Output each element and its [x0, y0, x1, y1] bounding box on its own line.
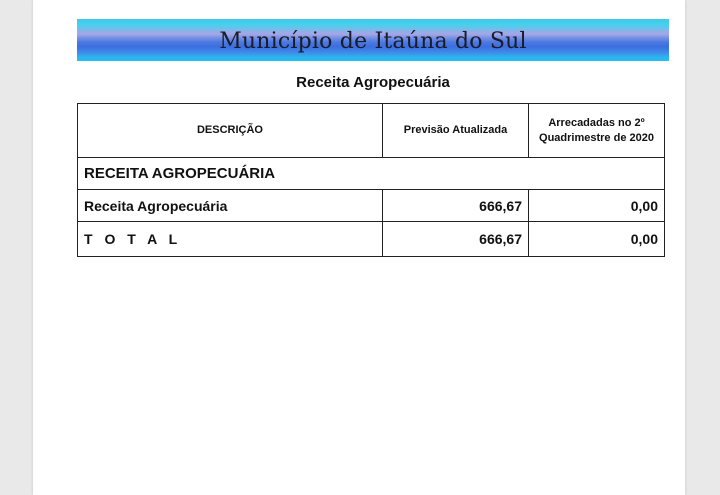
document-page: [33, 0, 685, 495]
report-title: Receita Agropecuária: [296, 74, 450, 91]
row-descricao: Receita Agropecuária: [78, 190, 383, 222]
column-header-descricao: DESCRIÇÃO: [78, 104, 383, 158]
total-previsao: 666,67: [383, 222, 529, 257]
table-header-row: [78, 104, 665, 158]
total-label: T O T A L: [78, 222, 383, 257]
column-header-arrecadadas: Arrecadadas no 2º Quadrimestre de 2020: [529, 104, 665, 158]
municipality-title: Município de Itaúna do Sul: [219, 28, 527, 54]
section-row: [78, 158, 665, 190]
total-arrecadadas: 0,00: [529, 222, 665, 257]
table-row: [78, 190, 665, 222]
column-header-previsao: Previsão Atualizada: [383, 104, 529, 158]
revenue-table: [77, 103, 665, 257]
total-row: [78, 222, 665, 257]
row-arrecadadas: 0,00: [529, 190, 665, 222]
section-label: RECEITA AGROPECUÁRIA: [78, 158, 665, 190]
header-banner: [77, 19, 669, 61]
row-previsao: 666,67: [383, 190, 529, 222]
